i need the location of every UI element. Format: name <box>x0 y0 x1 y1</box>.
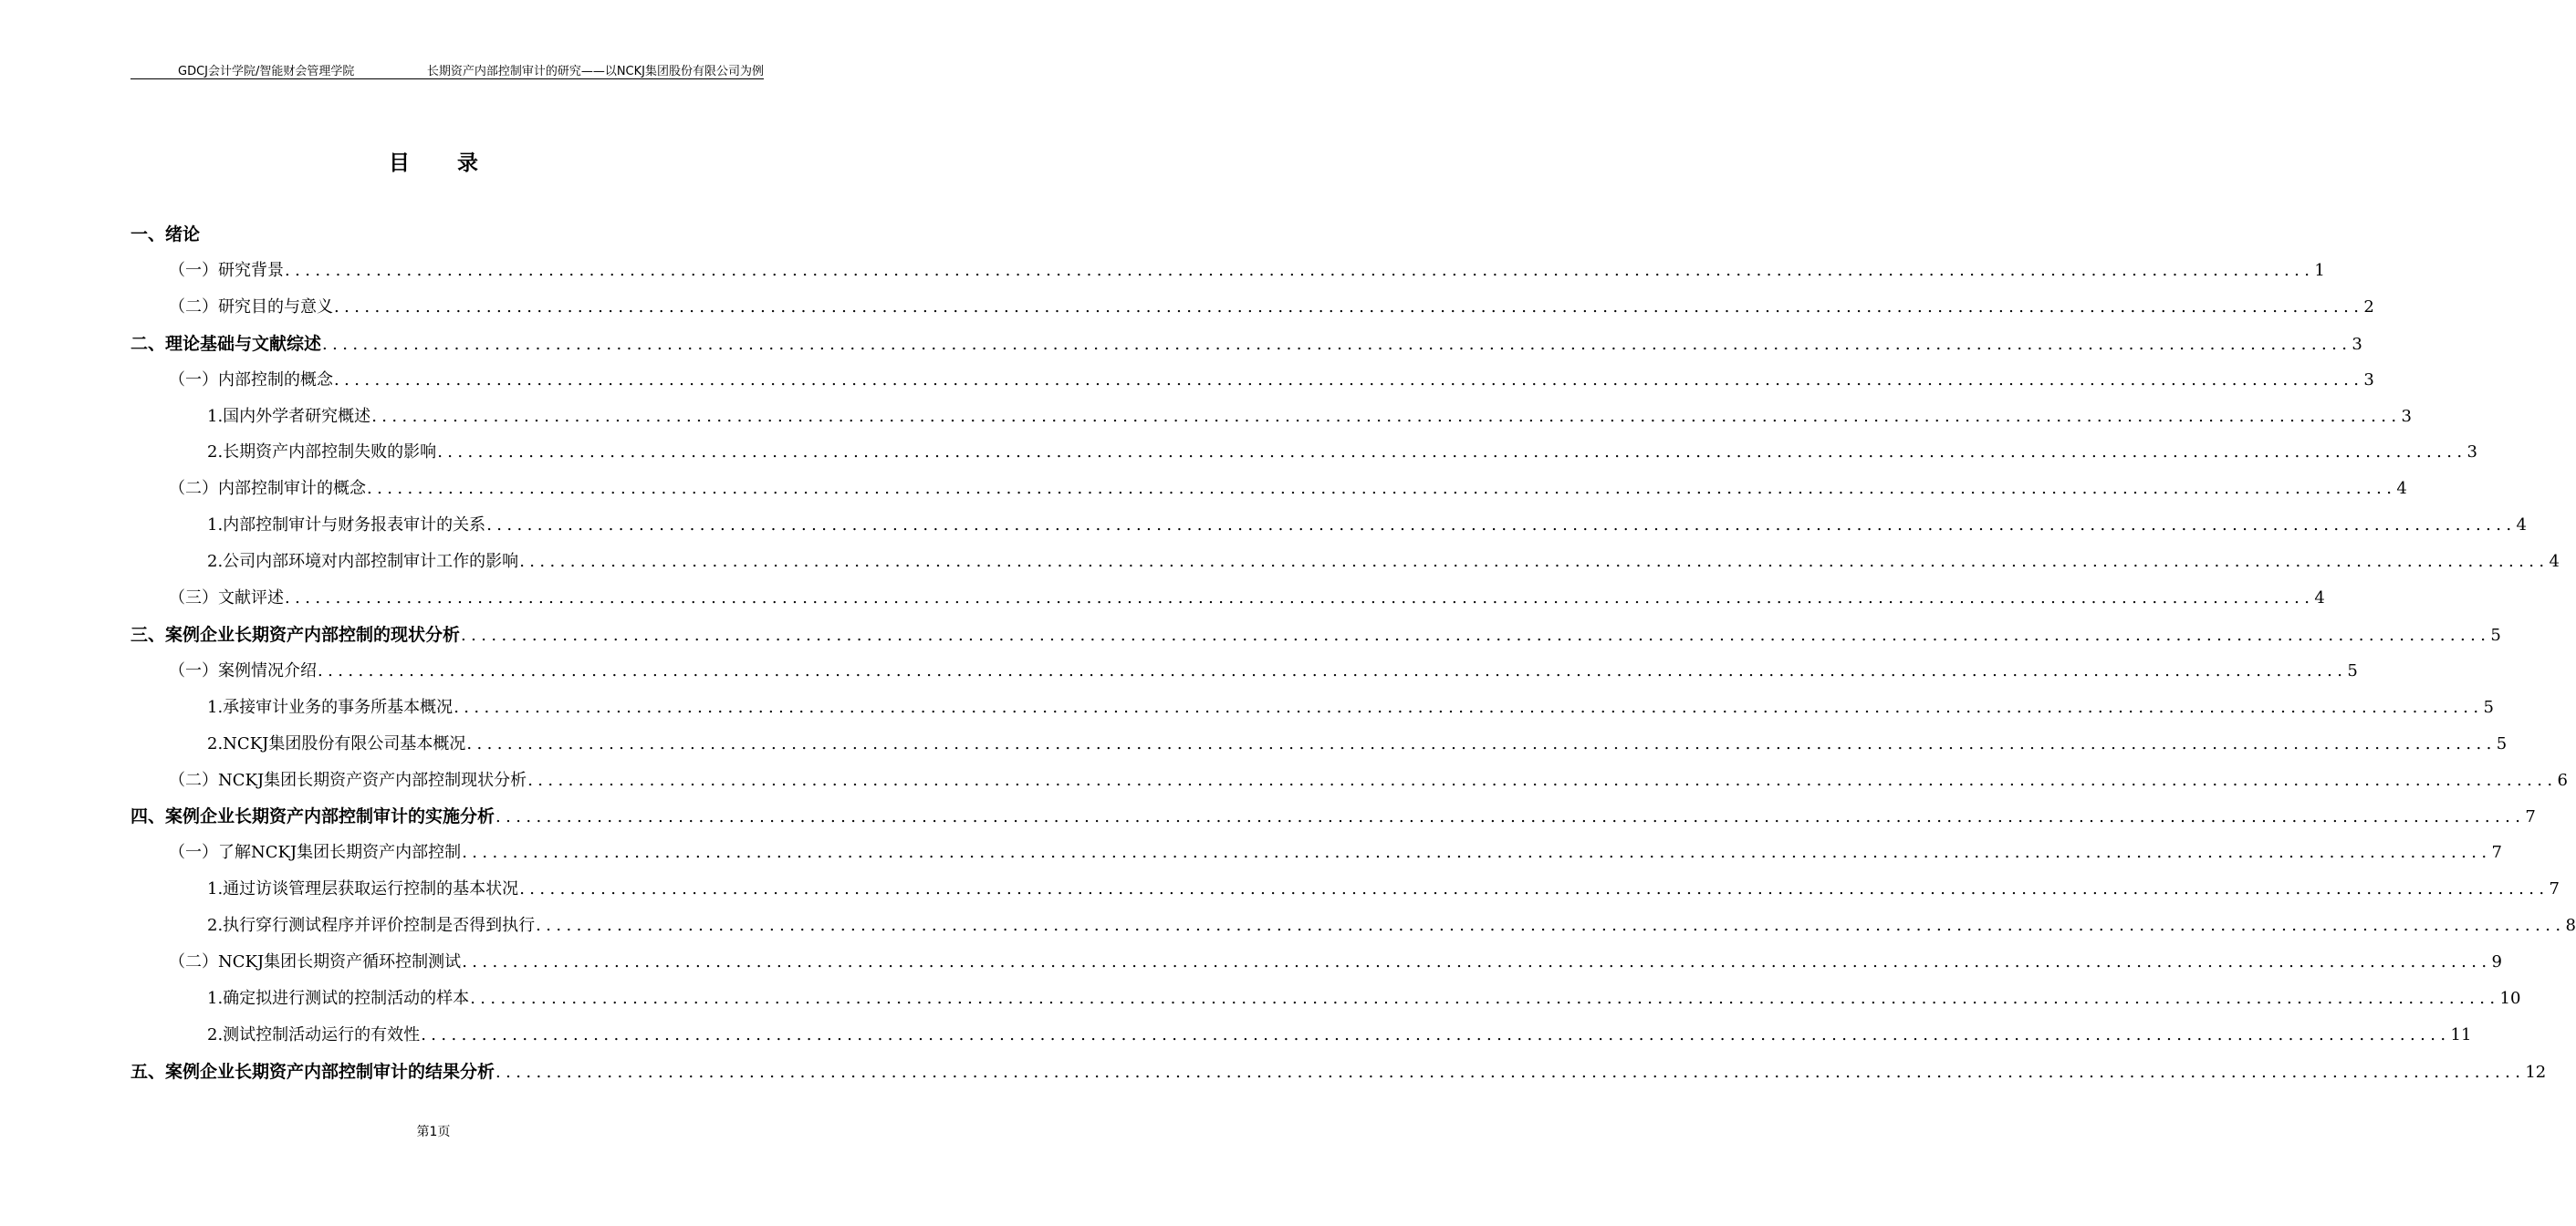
toc-dot-leader: ........................................................................................................................................................................................................ <box>437 442 2467 462</box>
header-institution: GDCJ会计学院/智能财会管理学院 <box>178 65 355 78</box>
toc-entry[interactable] <box>207 876 2560 903</box>
toc-dot-leader: ........................................................................................................................................................................................................ <box>371 406 2402 426</box>
toc-page-number: 5 <box>2490 625 2501 645</box>
toc-page-number: 4 <box>2314 588 2325 608</box>
toc-entry-label: 1.国内外学者研究概述 <box>207 406 371 426</box>
toc-dot-leader: ........................................................................................................................................................................................................ <box>486 515 2517 535</box>
toc-entry[interactable] <box>169 585 2325 612</box>
toc-entry-label: （一）内部控制的概念 <box>169 369 333 390</box>
toc-dot-leader: ........................................................................................................................................................................................................ <box>454 697 2484 717</box>
toc-dot-leader: ........................................................................................................................................................................................................ <box>421 1024 2451 1044</box>
toc-entry[interactable] <box>169 257 2325 285</box>
toc-dot-leader: ........................................................................................................................................................................................................ <box>495 807 2526 827</box>
toc-entry-label: （二）NCKJ集团长期资产资产内部控制现状分析 <box>169 770 527 790</box>
toc-entry-label: 1.承接审计业务的事务所基本概况 <box>207 697 454 717</box>
toc-page-number: 7 <box>2525 807 2536 827</box>
toc-page-number: 4 <box>2549 552 2560 572</box>
toc-entry-label: 2.公司内部环境对内部控制审计工作的影响 <box>207 552 519 572</box>
toc-entry-label: 1.内部控制审计与财务报表审计的关系 <box>207 515 486 535</box>
toc-dot-leader: ........................................................................................................................................................................................................ <box>322 334 2352 354</box>
toc-entry-label: （三）文献评述 <box>169 588 284 608</box>
toc-dot-leader: ........................................................................................................................................................................................................ <box>470 988 2500 1008</box>
toc-title-char: 录 <box>457 151 478 175</box>
toc-page-number: 7 <box>2549 879 2560 899</box>
toc-page-number: 5 <box>2347 660 2358 681</box>
page-footer: 第1页 <box>416 1125 451 1139</box>
toc-entry[interactable] <box>207 731 2508 758</box>
toc-entry-label: （一）研究背景 <box>169 260 284 280</box>
toc-dot-leader: ........................................................................................................................................................................................................ <box>334 369 2364 390</box>
toc-entry-label: 四、案例企业长期资产内部控制审计的实施分析 <box>130 806 495 827</box>
toc-dot-leader: ........................................................................................................................................................................................................ <box>462 952 2492 971</box>
toc-entry-label: 三、案例企业长期资产内部控制的现状分析 <box>130 624 461 645</box>
toc-entry[interactable] <box>207 439 2477 466</box>
toc-dot-leader: ........................................................................................................................................................................................................ <box>285 588 2315 608</box>
toc-entry[interactable] <box>207 548 2560 576</box>
toc-page-number: 5 <box>2483 697 2494 717</box>
toc-dot-leader: ........................................................................................................................................................................................................ <box>462 843 2492 863</box>
toc-page-number: 10 <box>2499 988 2521 1008</box>
toc-entry-label: （二）研究目的与意义 <box>169 296 333 317</box>
toc-page-number: 12 <box>2525 1062 2547 1082</box>
toc-dot-leader: ........................................................................................................................................................................................................ <box>495 1062 2526 1082</box>
toc-page-number: 3 <box>2466 442 2477 462</box>
toc-entry-label: 2.长期资产内部控制失败的影响 <box>207 442 437 462</box>
toc-dot-leader: ........................................................................................................................................................................................................ <box>519 879 2550 899</box>
toc-entry-label: 1.确定拟进行测试的控制活动的样本 <box>207 988 470 1008</box>
toc-entry[interactable] <box>169 949 2502 976</box>
toc-entry[interactable] <box>169 294 2374 321</box>
toc-entry[interactable] <box>130 803 2536 830</box>
toc-dot-leader: ........................................................................................................................................................................................................ <box>334 296 2364 317</box>
toc-entry[interactable] <box>169 367 2374 394</box>
toc-page-number: 4 <box>2396 479 2407 499</box>
toc-entry[interactable] <box>207 912 2576 940</box>
toc-entry[interactable] <box>207 403 2412 431</box>
toc-entry-label: 2.测试控制活动运行的有效性 <box>207 1024 421 1044</box>
toc-entry[interactable] <box>130 1058 2547 1086</box>
toc-entry[interactable] <box>169 475 2407 503</box>
toc-page-number: 6 <box>2557 770 2568 790</box>
toc-entry[interactable] <box>207 512 2527 539</box>
toc-page-number: 11 <box>2450 1024 2472 1044</box>
toc-entry-label: （一）案例情况介绍 <box>169 660 317 681</box>
toc-entry-label: （一）了解NCKJ集团长期资产内部控制 <box>169 843 462 863</box>
toc-page-number: 1 <box>2314 260 2325 280</box>
toc-title-char: 目 <box>389 151 410 175</box>
toc-entry[interactable] <box>130 621 2501 649</box>
toc-page-number: 2 <box>2363 296 2374 317</box>
toc-entry[interactable] <box>207 1022 2472 1049</box>
toc-entry[interactable] <box>207 694 2494 722</box>
toc-entry-label: 一、绪论 <box>130 224 201 244</box>
toc-entry-label: 2.执行穿行测试程序并评价控制是否得到执行 <box>207 916 536 936</box>
toc-dot-leader: ........................................................................................................................................................................................................ <box>461 625 2491 645</box>
toc-dot-leader: ........................................................................................................................................................................................................ <box>318 660 2348 681</box>
toc-dot-leader: ........................................................................................................................................................................................................ <box>466 733 2497 753</box>
toc-page-number: 3 <box>2401 406 2412 426</box>
toc-entry[interactable] <box>169 767 2568 795</box>
toc-entry[interactable] <box>130 330 2362 358</box>
toc-dot-leader: ........................................................................................................................................................................................................ <box>527 770 2558 790</box>
toc-entry-label: 五、案例企业长期资产内部控制审计的结果分析 <box>130 1061 495 1082</box>
toc-page-number: 8 <box>2565 916 2576 936</box>
toc-entry[interactable] <box>169 658 2358 685</box>
toc-dot-leader: ........................................................................................................................................................................................................ <box>536 916 2566 936</box>
toc-entry-label: （二）NCKJ集团长期资产循环控制测试 <box>169 952 462 971</box>
toc-entry[interactable] <box>130 221 713 248</box>
toc-dot-leader: ........................................................................................................................................................................................................ <box>367 479 2397 499</box>
toc-dot-leader: ........................................................................................................................................................................................................ <box>519 552 2550 572</box>
toc-dot-leader: ........................................................................................................................................................................................................ <box>285 260 2315 280</box>
toc-page-number: 5 <box>2496 733 2508 753</box>
toc-page-number: 3 <box>2352 334 2362 354</box>
toc-page-number: 9 <box>2491 952 2502 971</box>
toc-page-number: 3 <box>2363 369 2374 390</box>
header-thesis-title: 长期资产内部控制审计的研究——以NCKJ集团股份有限公司为例 <box>426 65 764 78</box>
toc-page-number: 4 <box>2516 515 2527 535</box>
toc-entry-label: 二、理论基础与文献综述 <box>130 333 322 354</box>
toc-page-number: 7 <box>2491 843 2502 863</box>
toc-entry-label: （二）内部控制审计的概念 <box>169 479 366 499</box>
toc-entry[interactable] <box>169 839 2502 867</box>
toc-entry[interactable] <box>207 985 2521 1013</box>
toc-entry-label: 1.通过访谈管理层获取运行控制的基本状况 <box>207 879 519 899</box>
toc-entry-label: 2.NCKJ集团股份有限公司基本概况 <box>207 733 466 753</box>
